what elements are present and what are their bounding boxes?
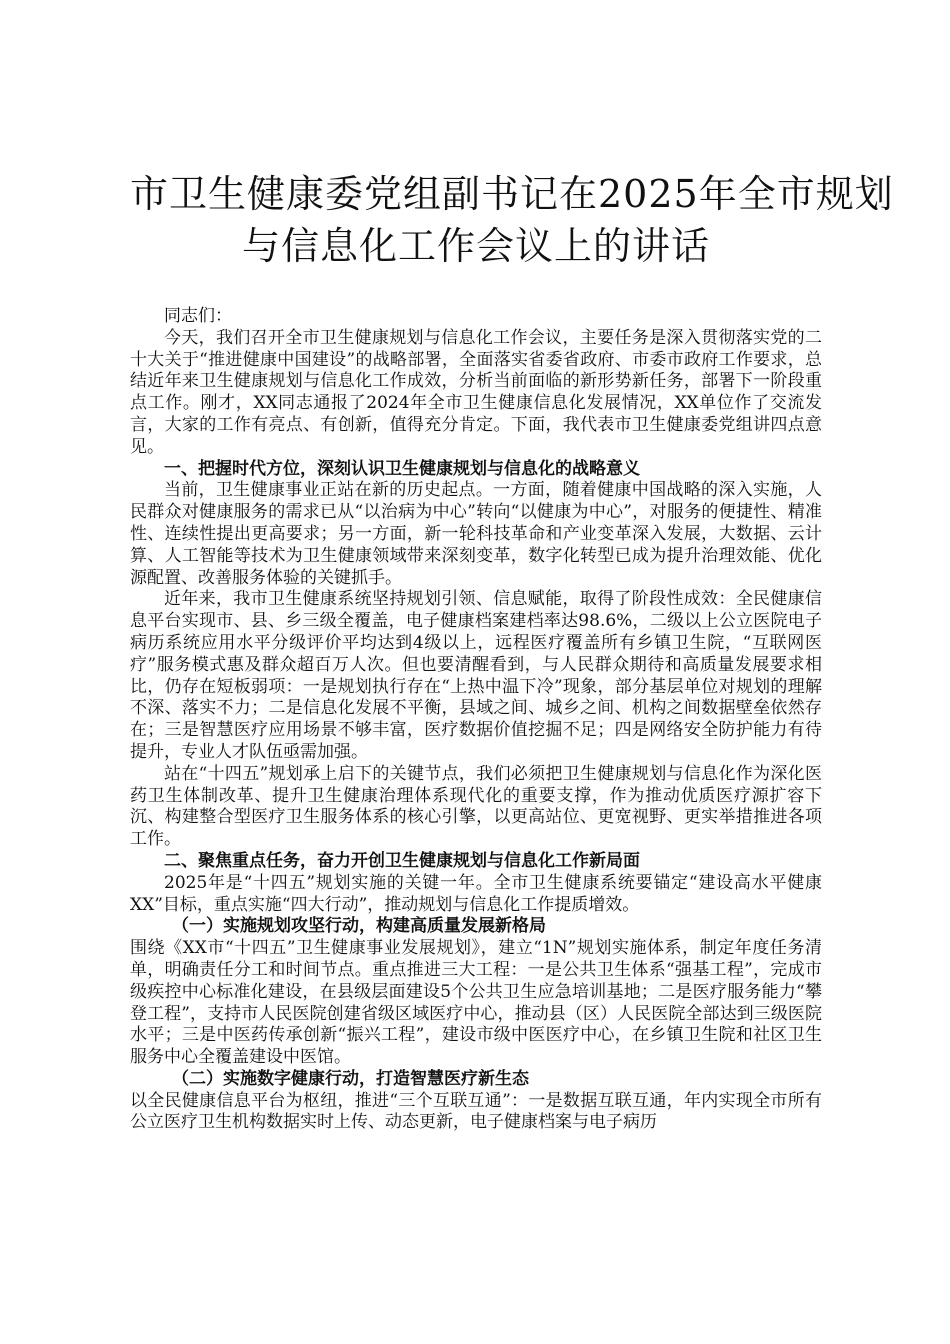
- subsection-1-heading: （一）实施规划攻坚行动，构建高质量发展新格局: [172, 916, 546, 937]
- title-line-2: 与信息化工作会议上的讲话: [241, 224, 710, 268]
- section-2-paragraph-1: 2025年是“十四五”规划实施的关键一年。全市卫生健康系统要锚定“建设高水平健康XX”目标，重点实施“四大行动”，推动规划与信息化工作提质增效。: [130, 872, 822, 915]
- subsection-2-text: 以全民健康信息平台为枢纽，推进“三个互联互通”：一是数据互联互通，年内实现全市所有公立医疗卫生机构数据实时上传、动态更新，电子健康档案与电子病历: [130, 1090, 822, 1133]
- document-page: [130, 168, 894, 1134]
- subsection-1-text: 围绕《XX市“十四五”卫生健康事业发展规划》，建立“1N”规划实施体系，制定年度任务清单，明确责任分工和时间节点。重点推进三大工程：一是公共卫生体系“强基工程”，完成市级疾控中心标准化建设，在县级层面建设5个公共卫生应急培训基地；二是医疗服务能力“攀登工程”，支持市人民医院创建省级区域医疗中心，推动县（区）人民医院全部达到三级医院水平；三是中医药传承创新“振兴工程”，建设市级中医医疗中心，在乡镇卫生院和社区卫生服务中心全覆盖建设中医馆。: [130, 938, 822, 1068]
- section-1-paragraph-1: 当前，卫生健康事业正站在新的历史起点。一方面，随着健康中国战略的深入实施，人民群众对健康服务的需求已从“以治病为中心”转向“以健康为中心”，对服务的便捷性、精准性、连续性提出更高要求；另一方面，新一轮科技革命和产业变革深入发展，大数据、云计算、人工智能等技术为卫生健康领域带来深刻变革，数字化转型已成为提升治理效能、优化源配置、改善服务体验的关键抓手。: [130, 480, 822, 588]
- intro-paragraph: 今天，我们召开全市卫生健康规划与信息化工作会议，主要任务是深入贯彻落实党的二十大关于“推进健康中国建设”的战略部署，全面落实省委省政府、市委市政府工作要求，总结近年来卫生健康规划与信息化工作成效，分析当前面临的新形势新任务，部署下一阶段重点工作。刚才，XX同志通报了2024年全市卫生健康信息化发展情况，XX单位作了交流发言，大家的工作有亮点、有创新，值得充分肯定。下面，我代表市卫生健康委党组讲四点意见。: [130, 327, 822, 457]
- document-title: [130, 168, 894, 272]
- subsection-2-heading: （二）实施数字健康行动，打造智慧医疗新生态: [172, 1068, 529, 1089]
- section-1-paragraph-2: 近年来，我市卫生健康系统坚持规划引领、信息赋能，取得了阶段性成效：全民健康信息平台实现市、县、乡三级全覆盖，电子健康档案建档率达98.6%，二级以上公立医院电子病历系统应用水平分级评价平均达到4级以上，远程医疗覆盖所有乡镇卫生院，“互联网医疗”服务模式惠及群众超百万人次。但也要清醒看到，与人民群众期待和高质量发展要求相比，仍存在短板弱项：一是规划执行存在“上热中温下冷”现象，部分基层单位对规划的理解不深、落实不力；二是信息化发展不平衡，县域之间、城乡之间、机构之间数据壁垒依然存在；三是智慧医疗应用场景不够丰富，医疗数据价值挖掘不足；四是网络安全防护能力有待提升，专业人才队伍亟需加强。: [130, 589, 822, 762]
- title-line-1: 市卫生健康委党组副书记在2025年全市规划: [130, 172, 894, 216]
- section-1-heading: 一、把握时代方位，深刻认识卫生健康规划与信息化的战略意义: [164, 458, 640, 479]
- salutation: 同志们：: [164, 306, 232, 326]
- section-2-heading: 二、聚焦重点任务，奋力开创卫生健康规划与信息化工作新局面: [164, 850, 640, 871]
- section-1-paragraph-3: 站在“十四五”规划承上启下的关键节点，我们必须把卫生健康规划与信息化作为深化医药卫生体制改革、提升卫生健康治理体系现代化的重要支撑，作为推动优质医疗源扩容下沉、构建整合型医疗卫生服务体系的核心引擎，以更高站位、更宽视野、更实举措推进各项工作。: [130, 763, 822, 850]
